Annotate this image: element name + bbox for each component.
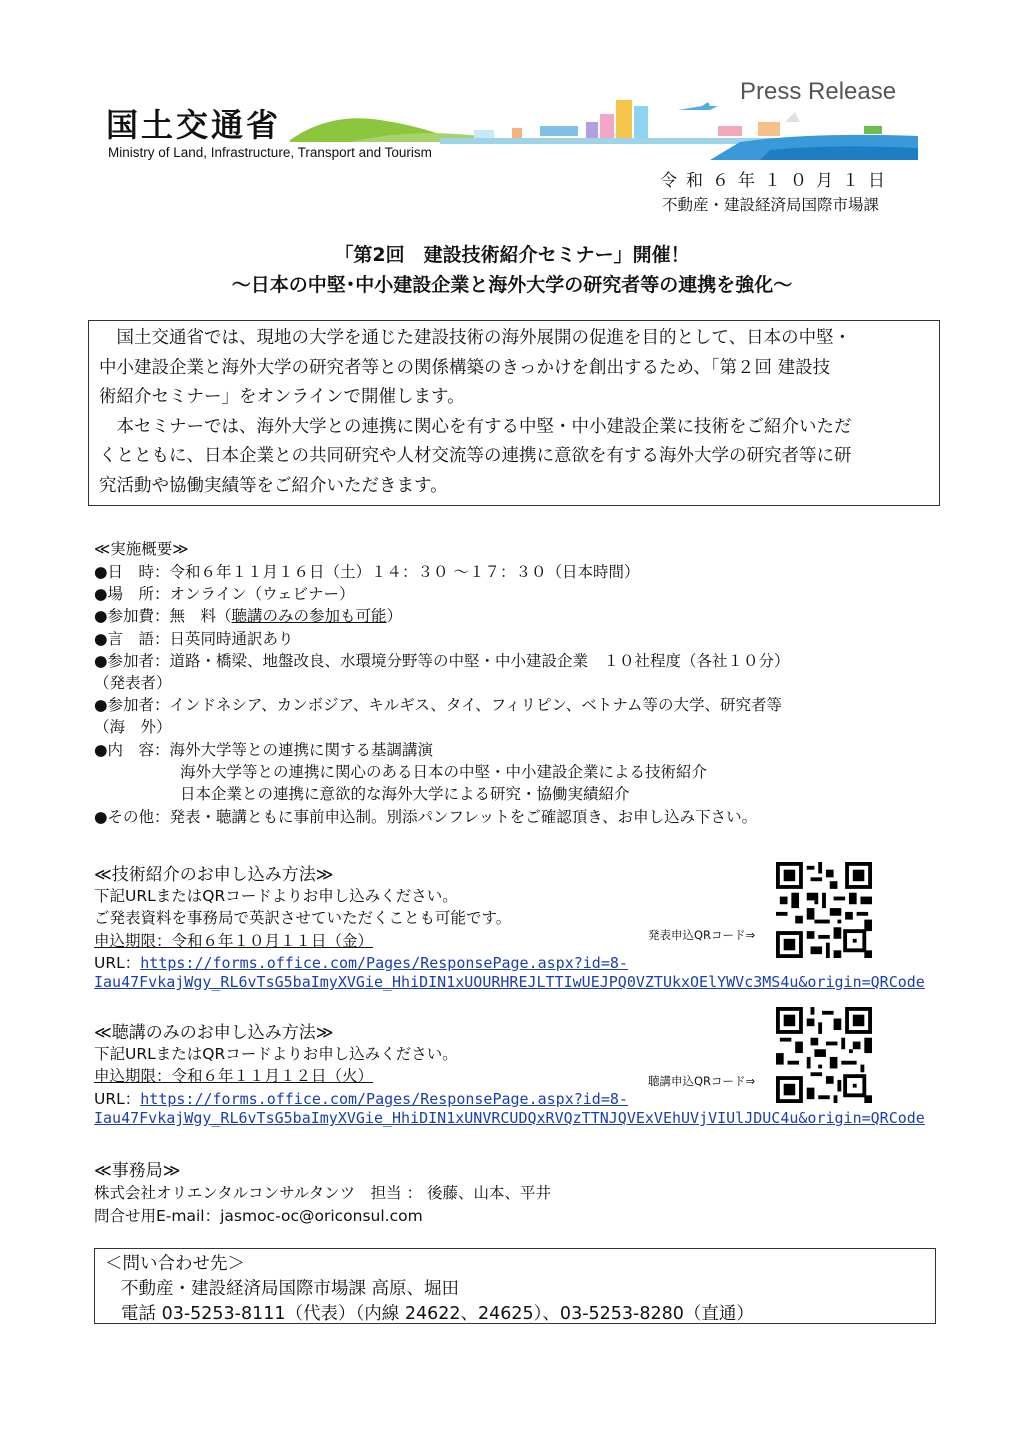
- listen-apply-url-link[interactable]: Iau47FvkajWgy_RL6vTsG5baImyXVGie_HhiDIN1xUNVRCUDQxRVQzTTNJQVExVEhUVjVIUlJDUC4u&origin=QRCode: [94, 1109, 925, 1127]
- release-date: 令和６年１０月１日: [660, 171, 894, 191]
- tech-apply-translation-note: ご発表資料を事務局で英訳させていただくことも可能です。: [94, 909, 512, 927]
- issuing-department: 不動産・建設経済局国際市場課: [662, 196, 880, 214]
- secretariat-heading: ≪事務局≫: [94, 1161, 181, 1181]
- listen-apply-deadline: 申込期限：令和６年１１月１２日（火）: [94, 1067, 374, 1085]
- listen-apply-url-row-2: [94, 1109, 925, 1127]
- overview-date-row: [94, 560, 639, 582]
- tech-apply-deadline: 申込期限：令和６年１０月１１日（金）: [94, 932, 374, 950]
- tech-qr-label: 発表申込QRコード⇒: [648, 928, 756, 942]
- page-subtitle: ～日本の中堅･中小建設企業と海外大学の研究者等の連携を強化～: [231, 274, 793, 296]
- listen-apply-instruction: 下記URLまたはQRコードよりお申し込みください。: [94, 1045, 458, 1063]
- place-label: ●場 所：: [94, 585, 170, 603]
- content-line: 海外大学等との連携に関する基調講演: [169, 741, 434, 759]
- summary-line: くとともに、日本企業との共同研究や人材交流等の連携に意欲を有する海外大学の研究者等に研: [99, 446, 852, 466]
- press-release-label: Press Release: [740, 78, 897, 105]
- tech-apply-qr-code[interactable]: [776, 862, 872, 958]
- summary-line: 中小建設企業と海外大学の研究者等との関係構築のきっかけを創出するため、「第２回 建設技: [99, 357, 831, 378]
- listen-apply-heading: ≪聴講のみのお申し込み方法≫: [94, 1023, 334, 1043]
- fee-note: 聴講のみの参加も可能: [231, 607, 387, 625]
- overseas-value: インドネシア、カンボジア、キルギス、タイ、フィリピン、ベトナム等の大学、研究者等: [169, 696, 782, 714]
- content-line: 海外大学等との連携に関心のある日本の中堅・中小建設企業による技術紹介: [180, 763, 708, 781]
- overview-overseas-row: [94, 693, 782, 715]
- date-value: 令和６年１１月１６日（土）１４：３０ ～１７：３０（日本時間）: [169, 563, 640, 581]
- overview-presenter-row: [94, 649, 790, 671]
- listen-apply-url-link[interactable]: https://forms.office.com/Pages/ResponsePage.aspx?id=8-: [140, 1090, 628, 1108]
- url-label: URL：: [94, 954, 141, 972]
- presenter-value: 道路・橋梁、地盤改良、水環境分野等の中堅・中小建設企業 １０社程度（各社１０分）: [169, 652, 790, 670]
- contact-phone: 電話 03-5253-8111（代表）（内線 24622、24625）、03-5253-8280（直通）: [121, 1304, 754, 1324]
- overview-heading: ≪実施概要≫: [94, 540, 189, 558]
- overview-fee-row: [94, 604, 402, 626]
- overseas-label: ●参加者：: [94, 696, 170, 714]
- ministry-name-jp: 国土交通省: [106, 106, 282, 144]
- page-title: 「第2回 建設技術紹介セミナー」開催！: [334, 244, 690, 266]
- overview-place-row: [94, 582, 354, 604]
- summary-line: 究活動や協働実績等をご紹介いただきます。: [99, 475, 448, 496]
- fee-value: 無 料（: [169, 607, 232, 625]
- date-label: ●日 時：: [94, 563, 170, 581]
- other-value: 発表・聴講ともに事前申込制。別添パンフレットをご確認頂き、お申し込み下さい。: [169, 808, 758, 826]
- fee-close: ）: [386, 607, 403, 625]
- place-value: オンライン（ウェビナー）: [169, 585, 355, 603]
- tech-apply-url-row-2: [94, 973, 925, 991]
- contact-heading: ＜問い合わせ先＞: [105, 1254, 245, 1274]
- contact-box: [94, 1248, 936, 1324]
- secretariat-company: 株式会社オリエンタルコンサルタンツ 担当 ： 後藤、山本、平井: [94, 1184, 552, 1202]
- listen-apply-url-row: [94, 1087, 628, 1109]
- city-banner-illustration: [290, 92, 920, 160]
- url-label: URL：: [94, 1090, 141, 1108]
- summary-box: [88, 320, 940, 506]
- tech-apply-url-row: [94, 951, 628, 973]
- tech-apply-heading: ≪技術紹介のお申し込み方法≫: [94, 865, 334, 885]
- content-line: 日本企業との連携に意欲的な海外大学による研究・協働実績紹介: [180, 785, 630, 803]
- language-value: 日英同時通訳あり: [169, 630, 294, 648]
- other-label: ●その他：: [94, 808, 170, 826]
- content-label: ●内 容：: [94, 741, 170, 759]
- contact-department: 不動産・建設経済局国際市場課 高原、堀田: [121, 1279, 460, 1299]
- fee-label: ●参加費：: [94, 607, 170, 625]
- secretariat-email: 問合せ用E-mail：jasmoc-oc@oriconsul.com: [94, 1207, 423, 1225]
- language-label: ●言 語：: [94, 630, 170, 648]
- presenter-label: ●参加者：: [94, 652, 170, 670]
- overview-other-row: [94, 805, 757, 827]
- tech-apply-instruction: 下記URLまたはQRコードよりお申し込みください。: [94, 887, 458, 905]
- overview-language-row: [94, 627, 294, 649]
- listen-apply-qr-code[interactable]: [776, 1007, 872, 1103]
- tech-apply-url-link[interactable]: https://forms.office.com/Pages/ResponsePage.aspx?id=8-: [140, 954, 628, 972]
- listen-qr-label: 聴講申込QRコード⇒: [648, 1074, 756, 1088]
- summary-line: 本セミナーでは、海外大学との連携に関心を有する中堅・中小建設企業に技術をご紹介いただ: [99, 416, 852, 437]
- presenter-note: （発表者）: [94, 674, 172, 692]
- overseas-note: （海 外）: [94, 718, 172, 736]
- tech-apply-url-link[interactable]: Iau47FvkajWgy_RL6vTsG5baImyXVGie_HhiDIN1xUOURHREJLTTIwUEJPQ0VZTUkxOElYWVc3MS4u&origin=QRCode: [94, 973, 925, 991]
- summary-line: 国土交通省では、現地の大学を通じた建設技術の海外展開の促進を目的として、日本の中堅・: [99, 328, 852, 348]
- summary-line: 術紹介セミナー」をオンラインで開催します。: [99, 387, 465, 407]
- overview-content-row: [94, 738, 433, 760]
- ministry-name-en: Ministry of Land, Infrastructure, Transport and Tourism: [108, 145, 432, 160]
